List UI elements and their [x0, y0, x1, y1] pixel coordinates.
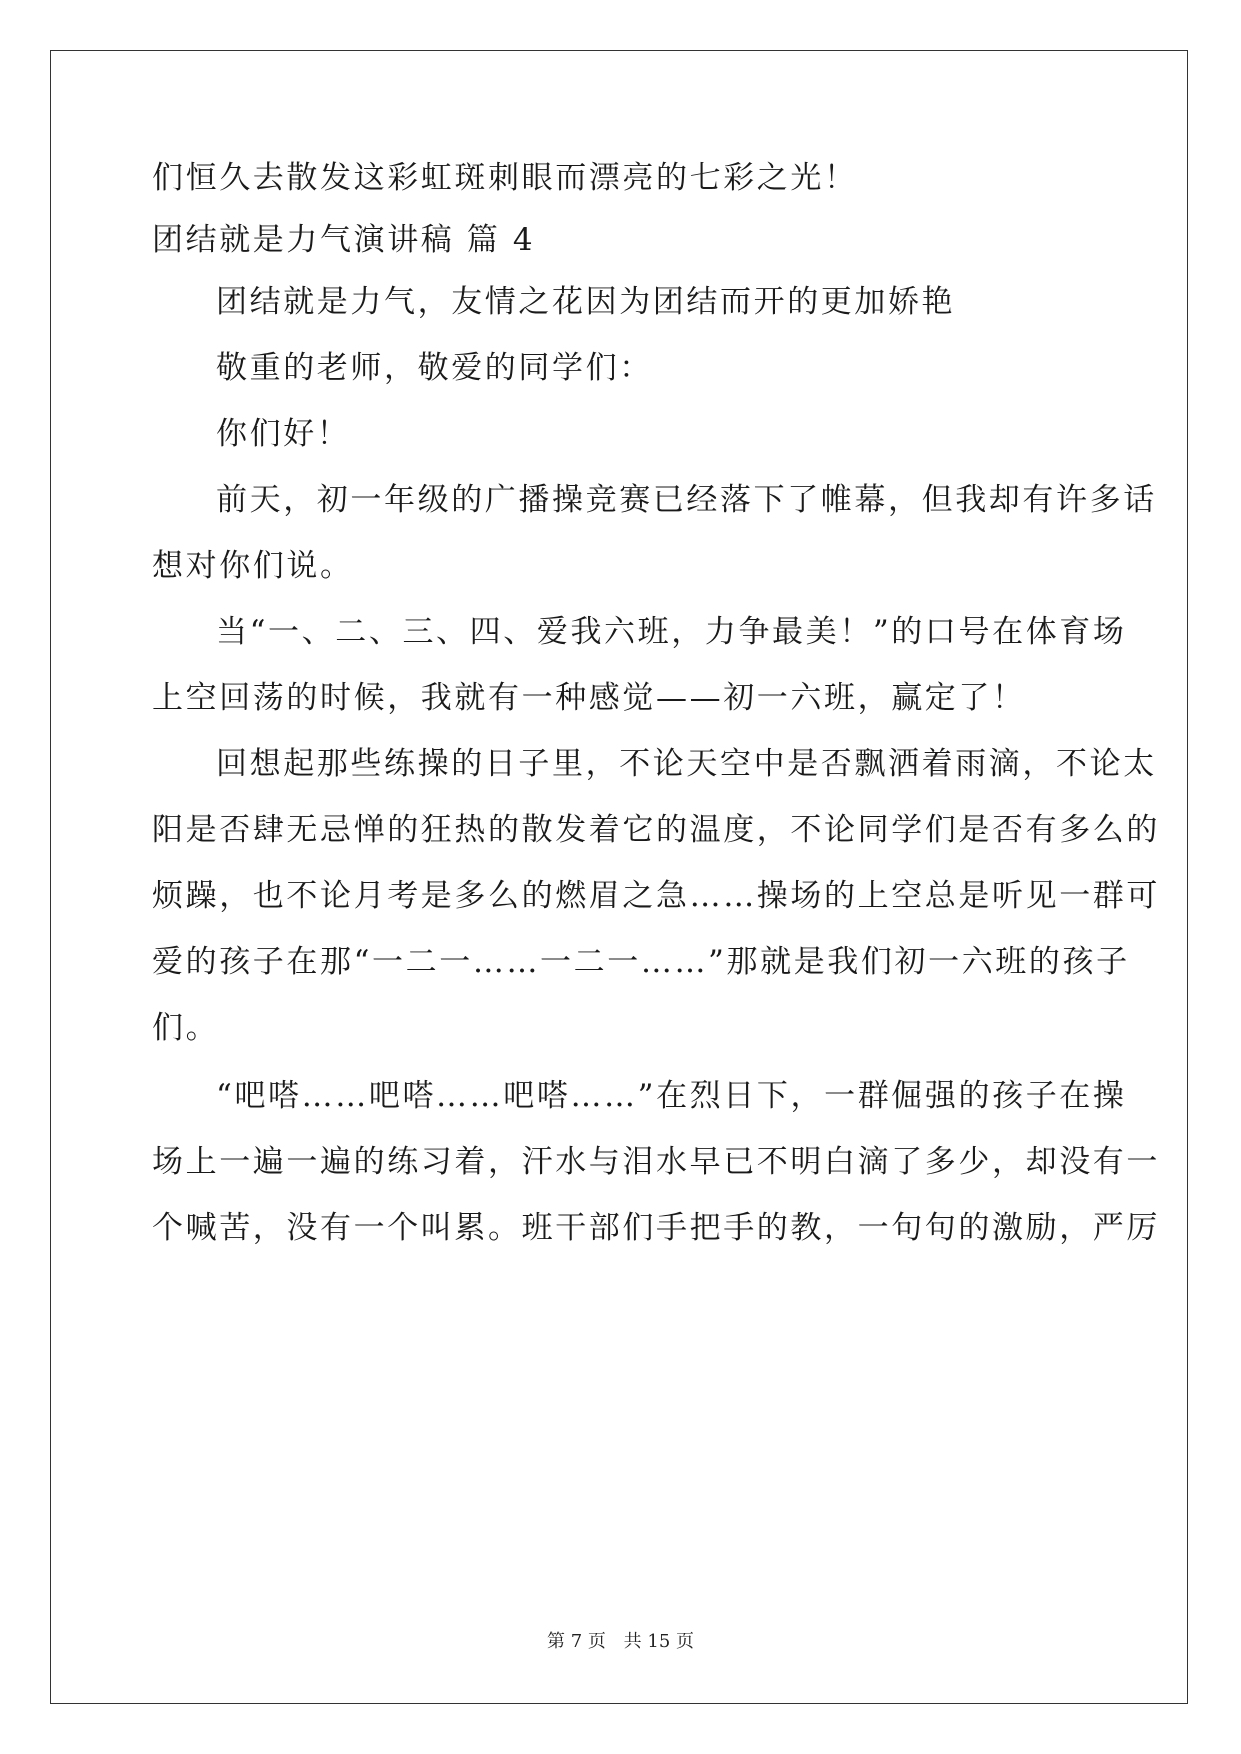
text-line: 回想起那些练操的日子里，不论天空中是否飘洒着雨滴，不论太: [216, 746, 1157, 782]
text-line: 上空回荡的时候，我就有一种感觉——初一六班，赢定了！: [152, 680, 1026, 716]
section-heading: 团结就是力气演讲稿 篇 4: [152, 222, 536, 258]
text-line: 阳是否肆无忌惮的狂热的散发着它的温度，不论同学们是否有多么的: [152, 812, 1160, 848]
greeting: 你们好！: [216, 416, 351, 452]
text-line: 场上一遍一遍的练习着，汗水与泪水早已不明白滴了多少，却没有一: [152, 1144, 1160, 1180]
text-line: 们。: [152, 1010, 220, 1046]
speech-title: 团结就是力气，友情之花因为团结而开的更加娇艳: [216, 284, 956, 320]
text-line: 个喊苦，没有一个叫累。班干部们手把手的教，一句句的激励，严厉: [152, 1210, 1160, 1246]
text-line: 前天，初一年级的广播操竞赛已经落下了帷幕，但我却有许多话: [216, 482, 1157, 518]
page-number: 第 7 页: [547, 1631, 606, 1652]
text-line: 们恒久去散发这彩虹斑刺眼而漂亮的七彩之光！: [152, 160, 858, 196]
page-footer: [0, 1630, 1241, 1654]
total-pages: 共 15 页: [623, 1631, 694, 1652]
text-line: 烦躁，也不论月考是多么的燃眉之急……操场的上空总是听见一群可: [152, 878, 1160, 914]
text-line: 想对你们说。: [152, 548, 354, 584]
salutation: 敬重的老师，敬爱的同学们：: [216, 350, 653, 386]
text-line: 当“一、二、三、四、爱我六班，力争最美！”的口号在体育场: [216, 614, 1127, 650]
text-line: 爱的孩子在那“一二一……一二一……”那就是我们初一六班的孩子: [152, 944, 1130, 980]
text-line: “吧嗒……吧嗒……吧嗒……”在烈日下，一群倔强的孩子在操: [216, 1078, 1127, 1114]
